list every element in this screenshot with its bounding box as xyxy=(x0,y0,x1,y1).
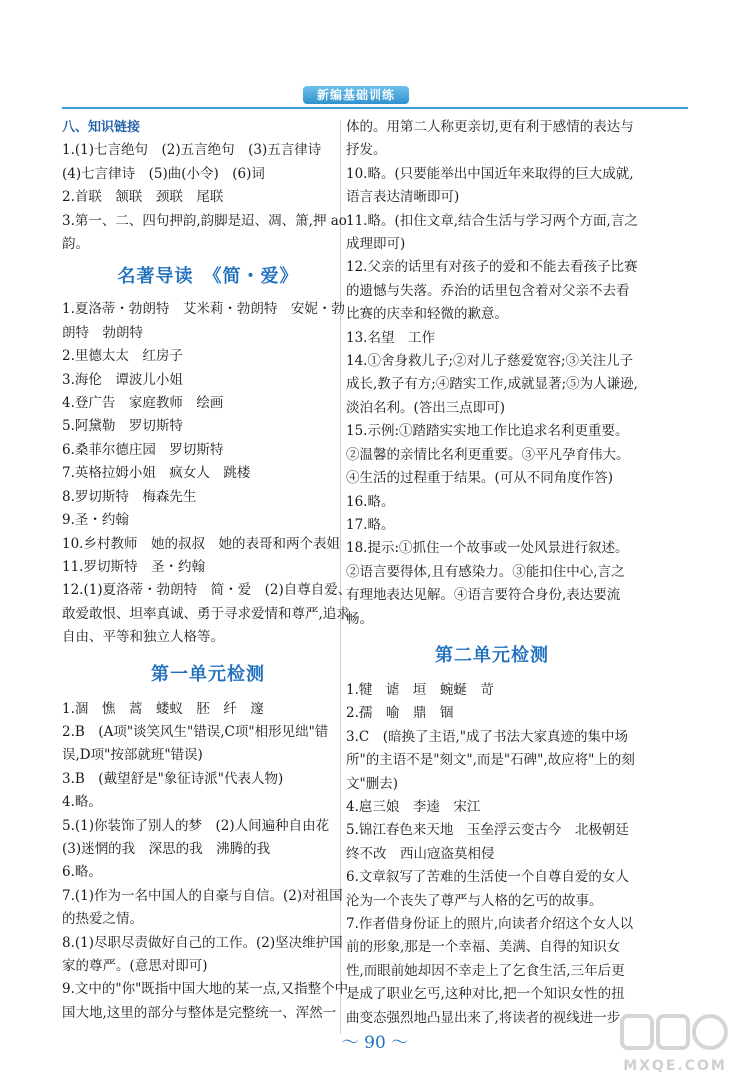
answer-line: 6.文章叙写了苦难的生活使一个自尊自爱的女人沦为一个丧失了尊严与人格的乞丐的故事。 xyxy=(346,869,629,909)
answer-line: 2.孺 喻 鼎 锢 xyxy=(346,705,454,722)
answer-line: 5.锦江春色来天地 玉垒浮云变古今 北极朝廷终不改 西山寇盗莫相侵 xyxy=(346,822,629,862)
answer-line: 10.乡村教师 她的叔叔 她的表哥和两个表姐 xyxy=(62,535,340,552)
watermark-logo xyxy=(610,1010,740,1080)
answer-line: 体的。用第二人称更亲切,更有利于感情的表达与抒发。 xyxy=(346,119,634,159)
answer-line: 1.夏洛蒂・勃朗特 艾米莉・勃朗特 安妮・勃朗特 勃朗特 xyxy=(62,301,345,341)
answer-line: 15.示例:①踏踏实实地工作比追求名利更重要。②温馨的亲情比名利更重要。③平凡孕育伟大。④生活的过程重于结果。(可从不同角度作答) xyxy=(346,423,630,487)
watermark-icon xyxy=(620,1012,730,1054)
answer-line: 7.英格拉姆小姐 疯女人 跳楼 xyxy=(62,465,251,482)
answer-line: (4)七言律诗 (5)曲(小令) (6)词 xyxy=(62,165,265,182)
answer-line: 8.(1)尽职尽责做好自己的工作。(2)坚决维护国家的尊严。(意思对即可) xyxy=(62,934,343,974)
unit1-continued-list xyxy=(346,116,638,631)
answer-line: 3.C (暗换了主语,"成了书法大家真迹的集中场所"的主语不是"刻文",而是"石碑",故应将"上的刻文"删去) xyxy=(346,728,635,792)
page-number: ～ 90 ～ xyxy=(341,1033,409,1053)
answer-line: 4.略。 xyxy=(62,794,102,811)
answer-line: 4.登广告 家庭教师 绘画 xyxy=(62,395,224,412)
unit1-answer-list xyxy=(62,698,354,1026)
answer-line: 9.文中的"你"既指中国大地的某一点,又指整个中国大地,这里的部分与整体是完整统一、浑然一 xyxy=(62,981,349,1021)
answer-line: 7.(1)作为一名中国人的自豪与自信。(2)对祖国的热爱之情。 xyxy=(62,887,343,928)
answer-line: 4.扈三娘 李逵 宋江 xyxy=(346,798,481,815)
answer-line: 11.罗切斯特 圣・约翰 xyxy=(62,558,205,575)
page-header xyxy=(0,0,750,108)
answer-line: 14.①舍身救儿子;②对儿子慈爱宽容;③关注儿子成长,教子有方;④踏实工作,成就显著;⑤为人谦逊,淡泊名利。(答出三点即可) xyxy=(346,353,638,416)
answer-line: 12.父亲的话里有对孩子的爱和不能去看孩子比赛的遗憾与失落。乔治的话里包含着对父亲不去看比赛的庆幸和轻微的歉意。 xyxy=(346,259,638,323)
answer-line: 11.略。(扣住文章,结合生活与学习两个方面,言之成理即可) xyxy=(346,212,638,253)
classic-reading-title: 名著导读 《简・爱》 xyxy=(117,266,299,288)
unit2-title: 第二单元检测 xyxy=(435,644,549,666)
answer-line: 3.海伦 谭波儿小姐 xyxy=(62,371,183,388)
answer-line: 13.名望 工作 xyxy=(346,329,435,346)
answer-line: 2.首联 颔联 颈联 尾联 xyxy=(62,189,224,206)
unit1-title: 第一单元检测 xyxy=(151,663,265,685)
answer-line: 1.涸 憔 蒿 蝼蚁 胚 纤 邃 xyxy=(62,700,264,717)
answer-line: 5.(1)你装饰了别人的梦 (2)人间遍种自由花 (3)迷惘的我 深思的我 沸腾的我 xyxy=(62,817,343,857)
answer-line: 2.里德太太 红房子 xyxy=(62,348,183,365)
answer-line: 10.略。(只要能举出中国近年来取得的巨大成就,语言表达清晰即可) xyxy=(346,165,634,206)
answer-line: 5.阿黛勒 罗切斯特 xyxy=(62,418,183,435)
answer-line: 16.略。 xyxy=(346,493,395,510)
unit2-answer-list xyxy=(346,679,638,1030)
answer-line: 8.罗切斯特 梅森先生 xyxy=(62,488,197,505)
left-column xyxy=(62,116,354,1025)
answer-line: 17.略。 xyxy=(346,516,395,533)
answer-line: 7.作者借身份证上的照片,向读者介绍这个女人以前的形象,那是一个幸福、美满、自得的知识女性,而眼前她却因不幸走上了乞食生活,三年后更是成了职业乞丐,这种对比,把一个知识女性的扭曲变态强烈地凸显出来了,将读者的视线进一步 xyxy=(346,916,634,1026)
answer-line: 9.圣・约翰 xyxy=(62,512,129,529)
watermark-text: MXQE.COM xyxy=(623,1058,727,1074)
answer-line: 3.第一、二、四句押韵,韵脚是迢、凋、箫,押 ao 韵。 xyxy=(62,212,347,253)
knowledge-list xyxy=(62,139,354,256)
right-column xyxy=(346,116,638,1030)
header-rule xyxy=(62,107,688,109)
answer-line: 6.桑菲尔德庄园 罗切斯特 xyxy=(62,441,224,458)
answer-line: 1.(1)七言绝句 (2)五言绝句 (3)五言律诗 xyxy=(62,142,322,159)
answer-line: 1.犍 谑 垣 蜿蜒 苛 xyxy=(346,681,494,698)
answer-line: 3.B (戴望舒是"象征诗派"代表人物) xyxy=(62,770,284,787)
answer-line: 2.B (A项"谈笑风生"错误,C项"相形见绌"错误,D项"按部就班"错误) xyxy=(62,723,329,764)
answer-line: 12.(1)夏洛蒂・勃朗特 简・爱 (2)自尊自爱、敢爱敢恨、坦率真诚、勇于寻求爱情和尊严,追求自由、平等和独立人格等。 xyxy=(62,582,352,646)
series-badge: 新编基础训练 xyxy=(303,86,409,104)
answer-line: 6.略。 xyxy=(62,864,102,881)
answer-line: 18.提示:①抓住一个故事或一处风景进行叙述。②语言要得体,且有感染力。③能扣住中心,言之有理地表达见解。④语言要符合身份,表达要流畅。 xyxy=(346,540,629,627)
section-heading: 八、知识链接 xyxy=(62,120,141,135)
classic-answer-list xyxy=(62,298,354,649)
